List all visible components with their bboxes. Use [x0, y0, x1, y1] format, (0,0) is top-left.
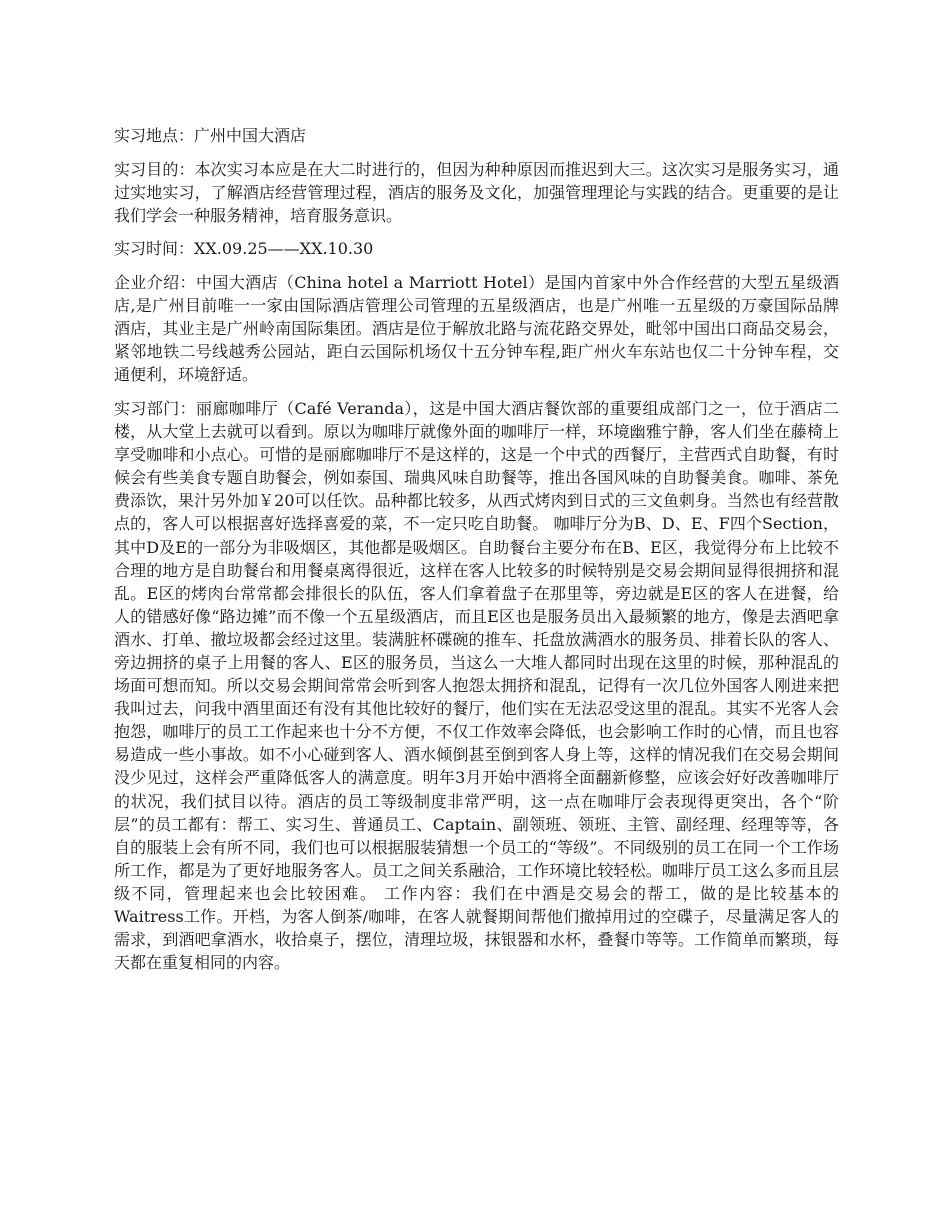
internship-department-paragraph: 实习部门：丽廊咖啡厅（Café Veranda），这是中国大酒店餐饮部的重要组成部门之一，位于酒店二楼，从大堂上去就可以看到。原以为咖啡厅就像外面的咖啡厅一样，环境幽雅宁静，客人们坐在藤椅上享受咖啡和小点心。可惜的是丽廊咖啡厅不是这样的，这是一个中式的西餐厅，主营西式自助餐，有时候会有些美食专题自助餐会，例如泰国、瑞典风味自助餐等，推出各国风味的自助餐美食。咖啡、茶免费添饮，果汁另外加￥20可以任饮。品种都比较多，从西式烤肉到日式的三文鱼刺身。当然也有经营散点的，客人可以根据喜好选择喜爱的菜，不一定只吃自助餐。 咖啡厅分为B、D、E、F四个Section，其中D及E的一部分为非吸烟区，其他都是吸烟区。自助餐台主要分布在B、E区，我觉得分布上比较不合理的地方是自助餐台和用餐桌离得很近，这样在客人比较多的时候特别是交易会期间显得很拥挤和混乱。E区的烤肉台常常都会排很长的队伍，客人们拿着盘子在那里等，旁边就是E区的客人在进餐，给人的错感好像“路边摊”而不像一个五星级酒店，而且E区也是服务员出入最频繁的地方，像是去酒吧拿酒水、打单、撤垃圾都会经过这里。装满脏杯碟碗的推车、托盘放满酒水的服务员、排着长队的客人、旁边拥挤的桌子上用餐的客人、E区的服务员，当这么一大堆人都同时出现在这里的时候，那种混乱的场面可想而知。所以交易会期间常常会听到客人抱怨太拥挤和混乱，记得有一次几位外国客人刚进来把我叫过去，问我中酒里面还有没有其他比较好的餐厅，他们实在无法忍受这里的混乱。其实不光客人会抱怨，咖啡厅的员工工作起来也十分不方便，不仅工作效率会降低，也会影响工作时的心情，而且也容易造成一些小事故。如不小心碰到客人、酒水倾倒甚至倒到客人身上等，这样的情况我们在交易会期间没少见过，这样会严重降低客人的满意度。明年3月开始中酒将全面翻新修整，应该会好好改善咖啡厅的状况，我们拭目以待。酒店的员工等级制度非常严明，这一点在咖啡厅会表现得更突出，各个“阶层”的员工都有：帮工、实习生、普通员工、Captain、副领班、领班、主管、副经理、经理等等，各自的服装上会有所不同，我们也可以根据服装猜想一个员工的“等级”。不同级别的员工在同一个工作场所工作，都是为了更好地服务客人。员工之间关系融洽，工作环境比较轻松。咖啡厅员工这么多而且层级不同，管理起来也会比较困难。 工作内容：我们在中酒是交易会的帮工，做的是比较基本的Waitress工作。开档，为客人倒茶/咖啡，在客人就餐期间帮他们撤掉用过的空碟子，尽量满足客人的需求，到酒吧拿酒水，收拾桌子，摆位，清理垃圾，抹银器和水杯，叠餐巾等等。工作简单而繁琐，每天都在重复相同的内容。 [114, 398, 839, 973]
company-introduction-paragraph: 企业介绍：中国大酒店（China hotel a Marriott Hotel）是国内首家中外合作经营的大型五星级酒店,是广州目前唯一一家由国际酒店管理公司管理的五星级酒店，也是广州唯一五星级的万豪国际品牌酒店，其业主是广州岭南国际集团。酒店是位于解放北路与流花路交界处，毗邻中国出口商品交易会，紧邻地铁二号线越秀公园站，距白云国际机场仅十五分钟车程,距广州火车东站也仅二十分钟车程，交通便利，环境舒适。 [114, 272, 839, 385]
internship-location-paragraph: 实习地点：广州中国大酒店 [114, 126, 307, 145]
internship-purpose-paragraph: 实习目的：本次实习本应是在大二时进行的，但因为种种原因而推迟到大三。这次实习是服务实习，通过实地实习，了解酒店经营管理过程，酒店的服务及文化，加强管理理论与实践的结合。更重要的是让我们学会一种服务精神，培育服务意识。 [114, 159, 839, 225]
document-page [114, 124, 839, 985]
internship-time-paragraph: 实习时间：XX.09.25——XX.10.30 [114, 239, 374, 259]
